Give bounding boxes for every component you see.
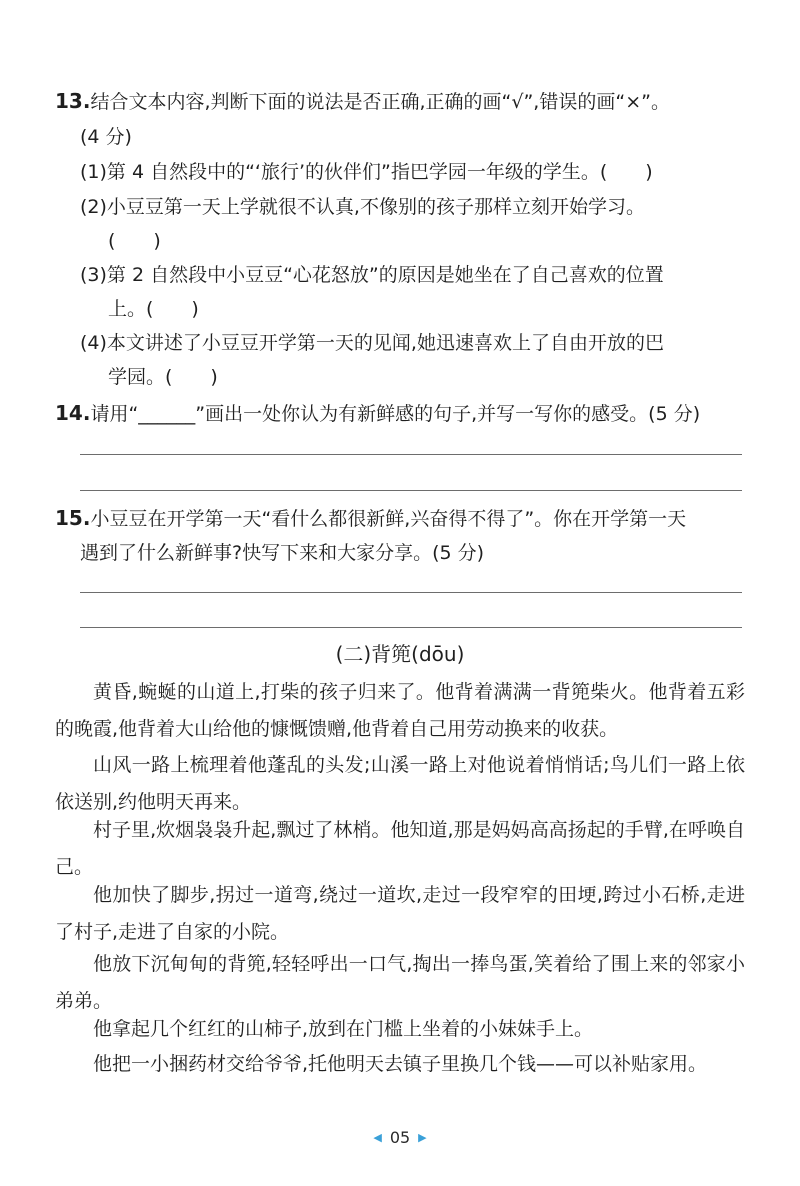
- prev-page-icon[interactable]: ◀: [373, 1131, 382, 1144]
- question-13-stem: 结合文本内容,判断下面的说法是否正确,正确的画“√”,错误的画“×”。: [90, 91, 670, 113]
- page-number: 05: [389, 1128, 411, 1147]
- question-15: [55, 505, 686, 532]
- question-15-line2: 遇到了什么新鲜事?快写下来和大家分享。(5 分): [80, 542, 485, 564]
- q13-item-3: (3)第 2 自然段中小豆豆“心花怒放”的原因是她坐在了自己喜欢的位置: [80, 264, 664, 286]
- question-14-number: 14.: [55, 401, 91, 425]
- question-15-number: 15.: [55, 506, 91, 530]
- q13-item-4: (4)本文讲述了小豆豆开学第一天的见闻,她迅速喜欢上了自由开放的巴: [80, 332, 664, 354]
- answer-line-15a[interactable]: [80, 592, 742, 593]
- question-13: [55, 88, 670, 115]
- q13-item-3-cont: 上。( ): [108, 298, 199, 320]
- q13-item-2: (2)小豆豆第一天上学就很不认真,不像别的孩子那样立刻开始学习。: [80, 196, 645, 218]
- paragraph: 他拿起几个红红的山柿子,放到在门槛上坐着的小妹妹手上。: [93, 1018, 594, 1040]
- answer-line-15b[interactable]: [80, 627, 742, 628]
- paragraph: 山风一路上梳理着他蓬乱的头发;山溪一路上对他说着悄悄话;鸟儿们一路上依依送别,约他明天再来。: [55, 754, 745, 813]
- question-14-text: 请用“______”画出一处你认为有新鲜感的句子,并写一写你的感受。(5 分): [90, 403, 701, 425]
- next-page-icon[interactable]: ▶: [418, 1131, 427, 1144]
- paragraph: 黄昏,蜿蜒的山道上,打柴的孩子归来了。他背着满满一背篼柴火。他背着五彩的晚霞,他背着大山给他的慷慨馈赠,他背着自己用劳动换来的收获。: [55, 681, 745, 740]
- passage-title: (二)背篼(dōu): [335, 642, 465, 666]
- question-14: [55, 400, 700, 427]
- q13-item-4-cont: 学园。( ): [108, 366, 218, 388]
- paragraph: 村子里,炊烟袅袅升起,飘过了林梢。他知道,那是妈妈高高扬起的手臂,在呼唤自己。: [55, 819, 745, 878]
- question-13-number: 13.: [55, 89, 91, 113]
- paragraph: 他把一小捆药材交给爷爷,托他明天去镇子里换几个钱——可以补贴家用。: [93, 1053, 708, 1075]
- question-15-line1: 小豆豆在开学第一天“看什么都很新鲜,兴奋得不得了”。你在开学第一天: [90, 508, 687, 530]
- paragraph: 他放下沉甸甸的背篼,轻轻呼出一口气,掏出一捧鸟蛋,笑着给了围上来的邻家小弟弟。: [55, 953, 745, 1012]
- answer-line-14b[interactable]: [80, 490, 742, 491]
- q13-item-2-cont: ( ): [108, 230, 161, 252]
- q13-item-1: (1)第 4 自然段中的“‘旅行’的伙伴们”指巴学园一年级的学生。( ): [80, 161, 653, 183]
- page-footer: [0, 1128, 800, 1147]
- paragraph: 他加快了脚步,拐过一道弯,绕过一道坎,走过一段窄窄的田埂,跨过小石桥,走进了村子,走进了自家的小院。: [55, 884, 745, 943]
- question-13-score: (4 分): [80, 126, 132, 148]
- answer-line-14a[interactable]: [80, 454, 742, 455]
